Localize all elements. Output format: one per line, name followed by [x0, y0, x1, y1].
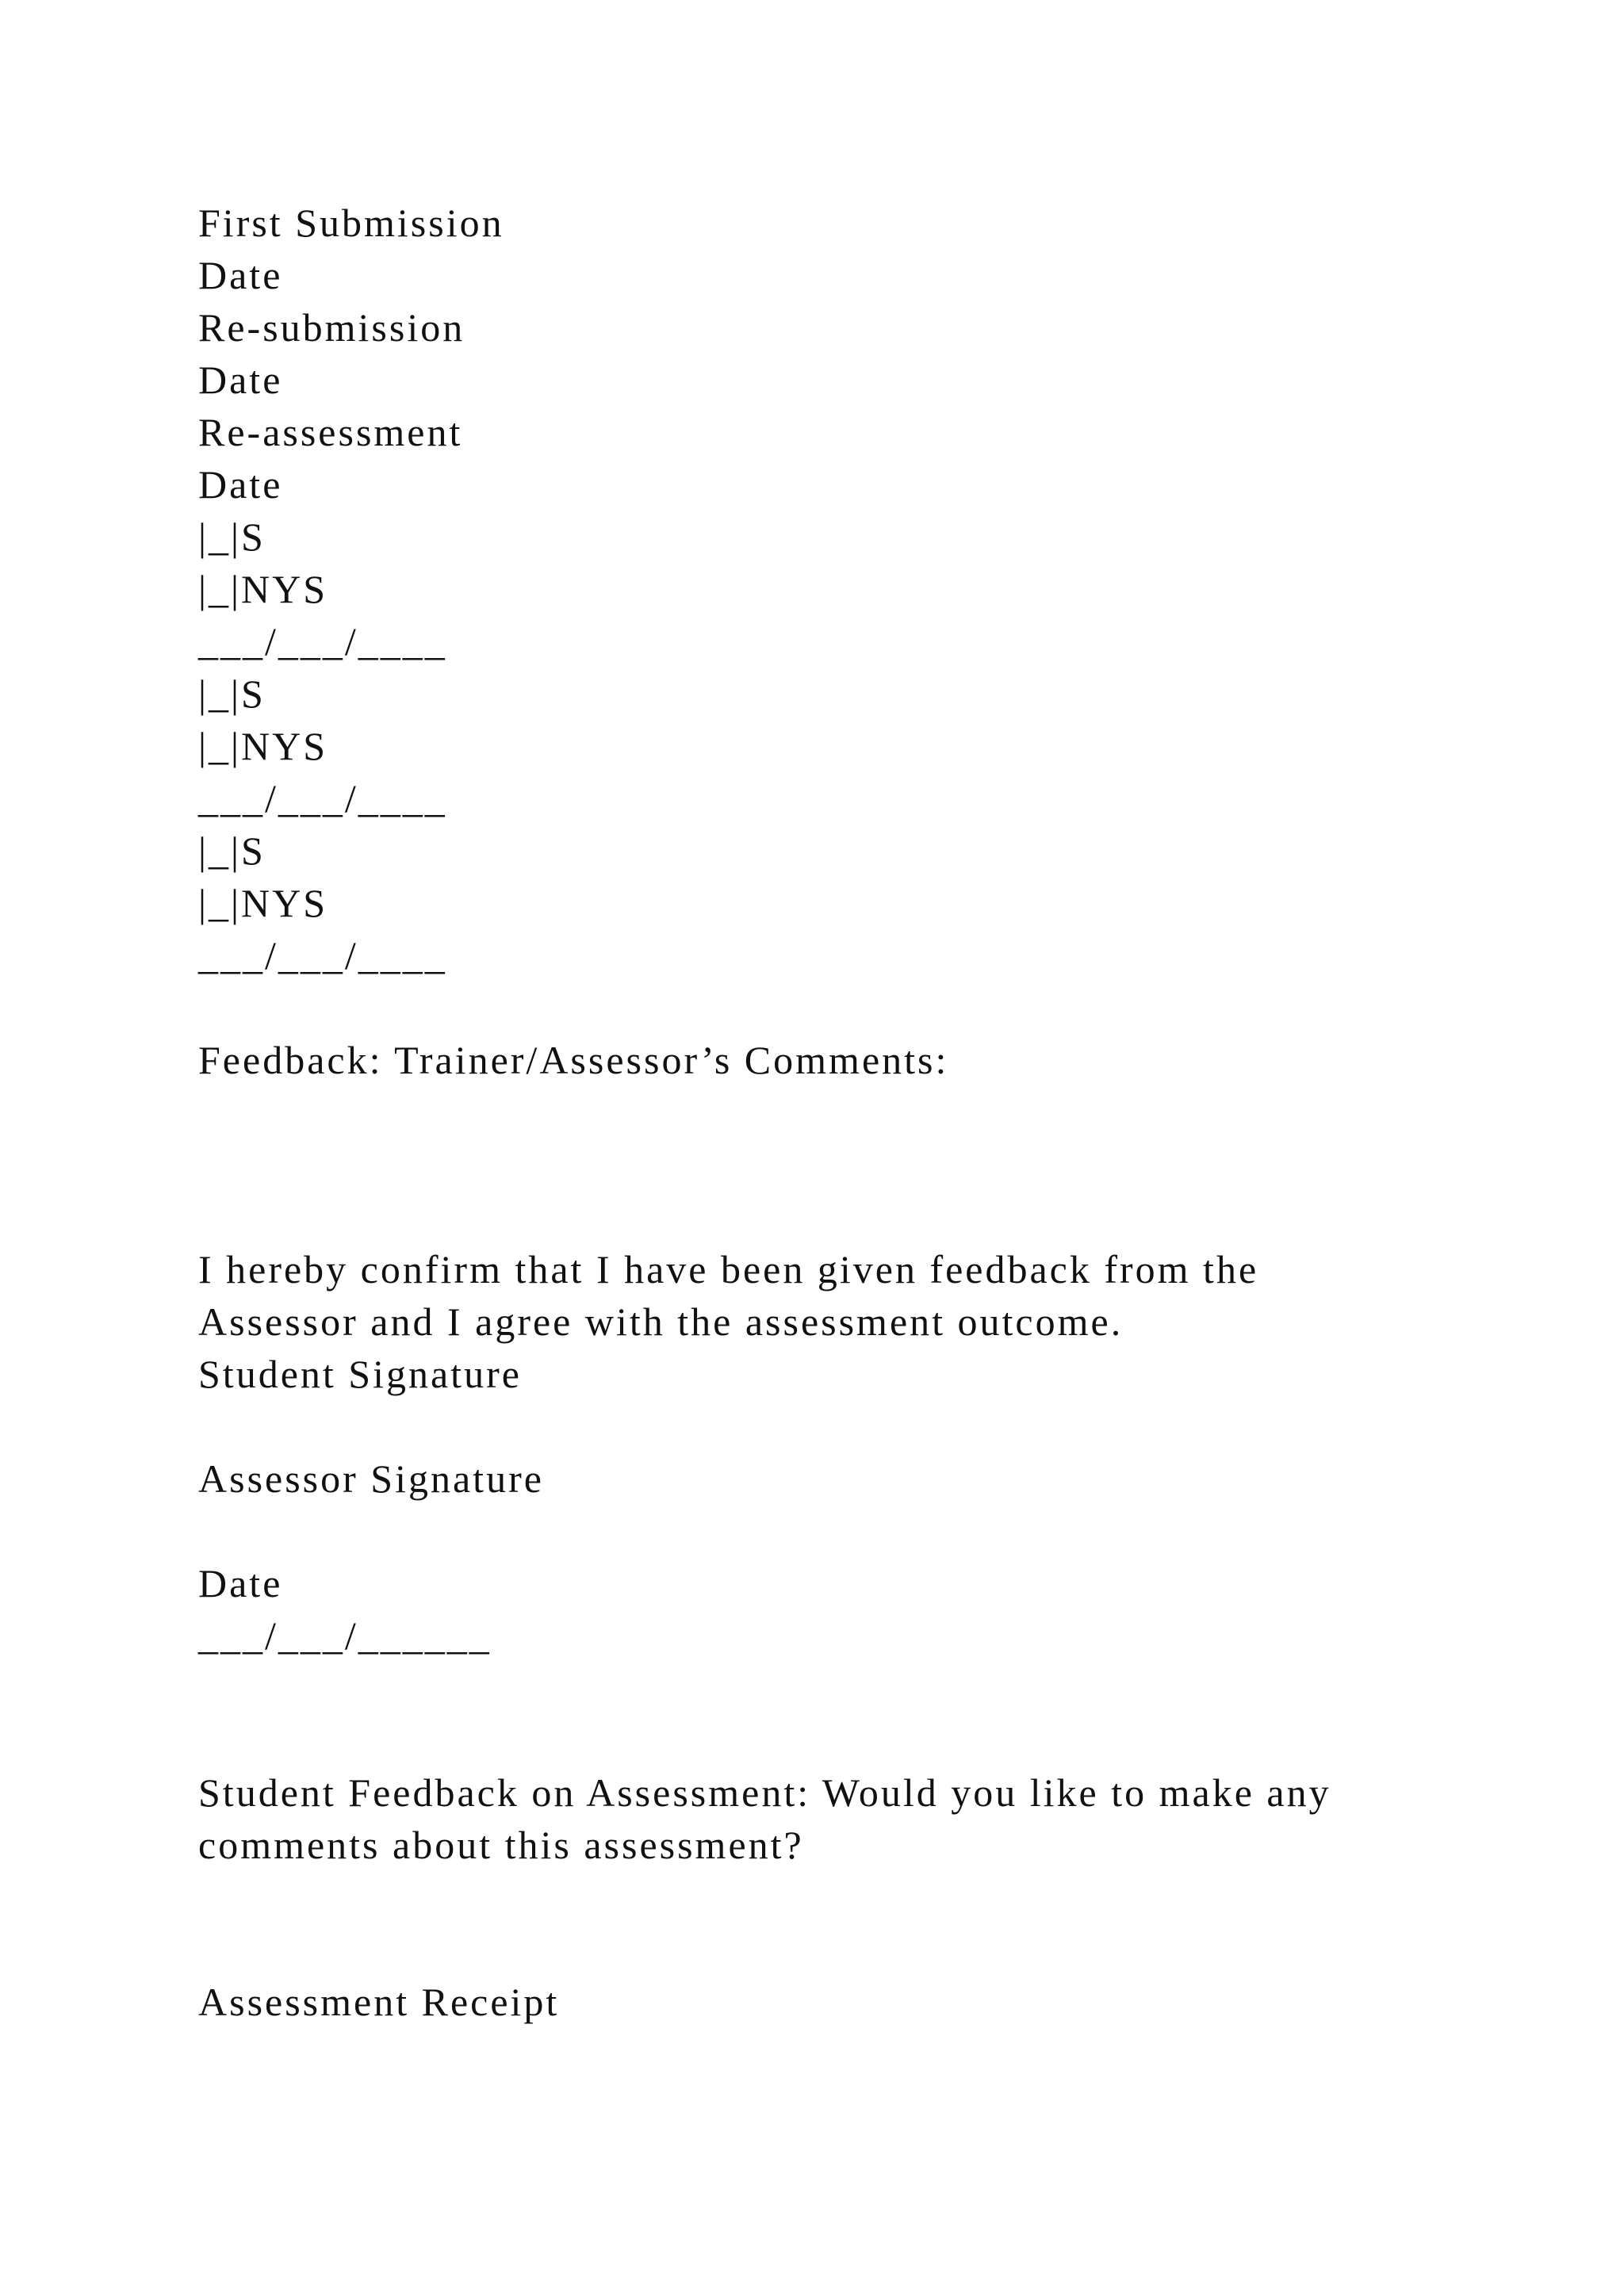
- student-feedback-question-line-1: Student Feedback on Assessment: Would you like to make any: [198, 1770, 1331, 1815]
- assessor-signature-label: Assessor Signature: [198, 1456, 544, 1501]
- resubmission-label: Re-submission: [198, 305, 465, 350]
- document-body: [198, 197, 1435, 2028]
- student-feedback-area[interactable]: [198, 1871, 1435, 1923]
- resubmission-s-checkbox[interactable]: |_|S: [198, 672, 266, 716]
- resubmission-date-label: Date: [198, 358, 283, 402]
- confirmation-statement-line-2: Assessor and I agree with the assessment outcome.: [198, 1299, 1124, 1344]
- reassessment-s-checkbox[interactable]: |_|S: [198, 828, 266, 873]
- reassessment-label: Re-assessment: [198, 410, 463, 454]
- signature-date-label: Date: [198, 1561, 283, 1605]
- trainer-comments-area-2[interactable]: [198, 1138, 1435, 1191]
- trainer-comments-area[interactable]: [198, 1086, 1435, 1138]
- spacer: [198, 982, 1435, 1034]
- signature-date-field[interactable]: ___/___/______: [198, 1613, 492, 1658]
- trainer-comments-area-3[interactable]: [198, 1191, 1435, 1243]
- spacer: [198, 1662, 1435, 1714]
- resubmission-nys-checkbox[interactable]: |_|NYS: [198, 724, 328, 768]
- spacer: [198, 1714, 1435, 1766]
- first-submission-date-label: Date: [198, 253, 283, 297]
- student-feedback-area-2[interactable]: [198, 1923, 1435, 1976]
- assessment-receipt-heading: Assessment Receipt: [198, 1980, 560, 2024]
- assessor-signature-field[interactable]: [198, 1505, 1435, 1557]
- first-submission-nys-checkbox[interactable]: |_|NYS: [198, 567, 328, 611]
- resubmission-date-field[interactable]: ___/___/____: [198, 776, 447, 821]
- first-submission-s-checkbox[interactable]: |_|S: [198, 515, 266, 559]
- reassessment-date-field[interactable]: ___/___/____: [198, 933, 447, 978]
- confirmation-statement-line-1: I hereby confirm that I have been given feedback from the: [198, 1247, 1259, 1292]
- first-submission-date-field[interactable]: ___/___/____: [198, 619, 447, 664]
- student-signature-field[interactable]: [198, 1400, 1435, 1452]
- reassessment-date-label: Date: [198, 462, 283, 507]
- student-feedback-question-line-2: comments about this assessment?: [198, 1823, 804, 1867]
- reassessment-nys-checkbox[interactable]: |_|NYS: [198, 881, 328, 925]
- student-signature-label: Student Signature: [198, 1352, 522, 1396]
- trainer-comments-heading: Feedback: Trainer/Assessor’s Comments:: [198, 1038, 949, 1082]
- first-submission-label: First Submission: [198, 201, 504, 245]
